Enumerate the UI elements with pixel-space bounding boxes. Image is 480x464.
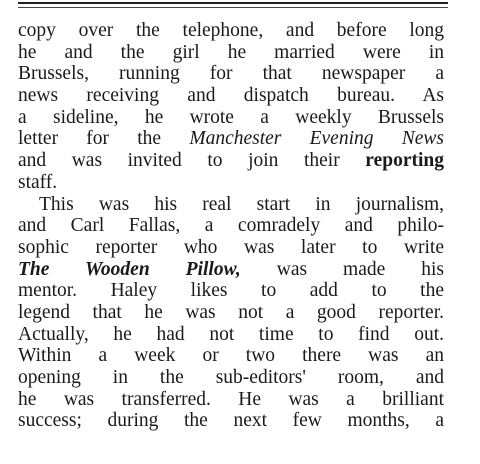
text-line: and Carl Fallas, a comradely and philo-: [18, 215, 444, 237]
newspaper-title: Manchester Evening News: [189, 128, 444, 150]
text-line: he was transferred. He was a brilliant: [18, 388, 444, 410]
text-fragment: letter for the: [18, 128, 190, 150]
article-column: [18, 20, 444, 432]
text-fragment: was made his: [240, 258, 445, 280]
text-line: he and the girl he married were in: [18, 41, 444, 63]
text-line: [18, 150, 444, 172]
text-line: [18, 259, 444, 281]
text-line: [18, 128, 444, 150]
text-line: staff.: [18, 171, 58, 193]
text-line: opening in the sub-editors' room, and: [18, 367, 444, 388]
text-line: Within a week or two there was an: [18, 345, 444, 367]
text-line: Actually, he had not time to find out.: [18, 323, 444, 345]
text-line: This was his real start in journalism,: [39, 193, 444, 215]
text-line: copy over the telephone, and before long: [18, 20, 444, 41]
book-title: The Wooden Pillow,: [18, 258, 241, 280]
text-fragment: and was invited to join their: [18, 150, 366, 172]
text-line: news receiving and dispatch bureau. As: [18, 85, 444, 107]
top-rule-thin: [18, 7, 448, 8]
top-rule: [18, 2, 448, 4]
text-line: legend that he was not a good reporter.: [18, 301, 444, 323]
text-line: success; during the next few months, a: [18, 410, 444, 432]
text-fragment-bold: reporting: [365, 150, 444, 172]
text-line: Brussels, running for that newspaper a: [18, 63, 444, 85]
text-line: mentor. Haley likes to add to the: [18, 280, 444, 302]
text-line: a sideline, he wrote a weekly Brussels: [18, 106, 444, 128]
text-line: sophic reporter who was later to write: [18, 236, 444, 258]
